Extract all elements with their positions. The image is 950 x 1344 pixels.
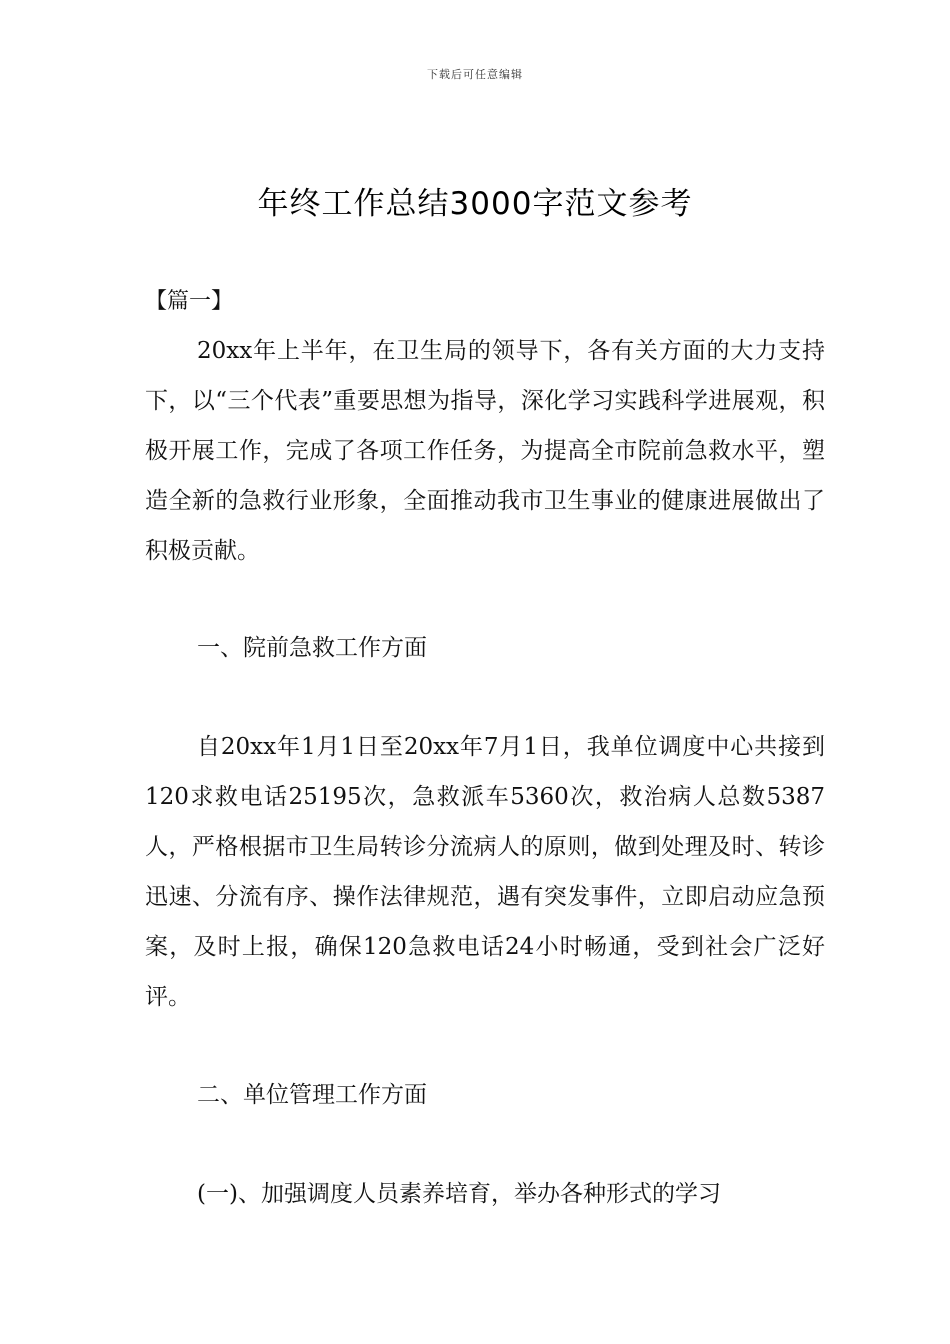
heading-prehospital-emergency: 一、院前急救工作方面 (197, 635, 427, 661)
header-note: 下载后可任意编辑 (427, 68, 523, 81)
paragraph-emergency-stats: 自20xx年1月1日至20xx年7月1日，我单位调度中心共接到120求救电话25195次，急救派车5360次，救治病人总数5387人，严格根据市卫生局转诊分流病人的原则，做到处理及时、转诊迅速、分流有序、操作法律规范，遇有突发事件，立即启动应急预案，及时上报，确保120急救电话24小时畅通，受到社会广泛好评。 (145, 734, 825, 1010)
document-title: 年终工作总结3000字范文参考 (257, 186, 693, 222)
paragraph-intro: 20xx年上半年，在卫生局的领导下，各有关方面的大力支持下，以“三个代表”重要思想为指导，深化学习实践科学进展观，积极开展工作，完成了各项工作任务，为提高全市院前急救水平，塑造全新的急救行业形象，全面推动我市卫生事业的健康进展做出了积极贡献。 (145, 338, 825, 564)
paragraph-staff-training: (一)、加强调度人员素养培育，举办各种形式的学习 (197, 1181, 721, 1207)
heading-unit-management: 二、单位管理工作方面 (197, 1082, 427, 1108)
section-tag: 【篇一】 (145, 289, 234, 314)
